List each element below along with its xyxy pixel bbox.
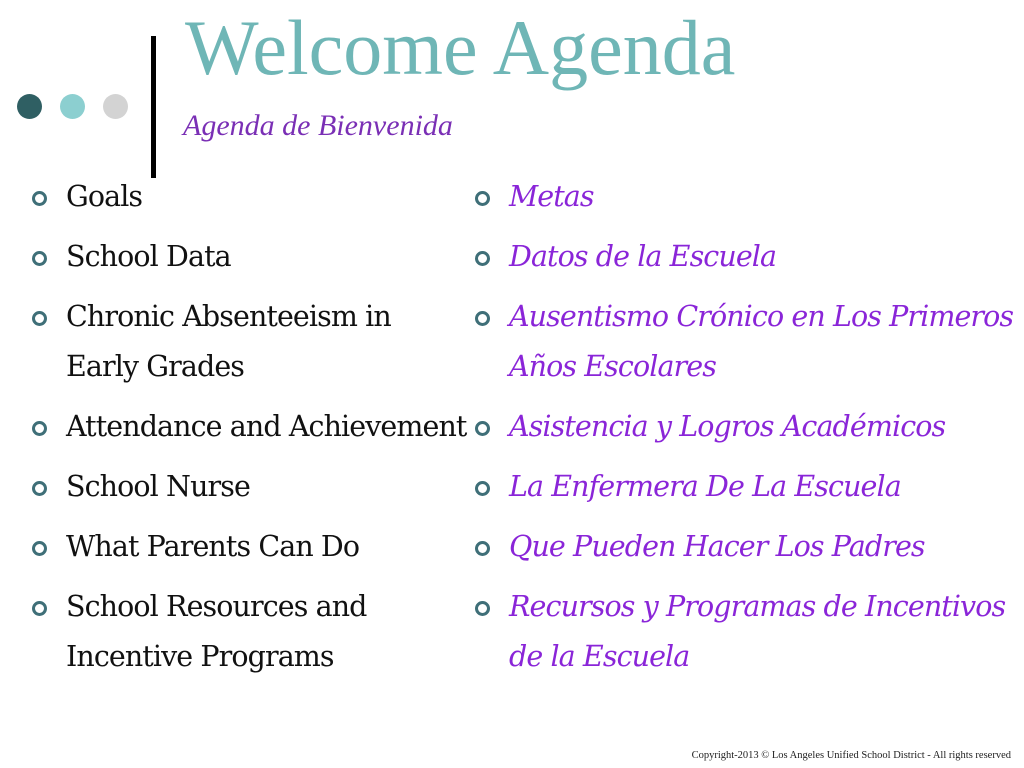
agenda-item-text: Recursos y Programas de Incentivos de la Escuela [509,590,1006,673]
bullet-icon [475,311,490,326]
dot-dark [17,94,42,119]
list-item [30,292,470,392]
list-item [30,172,470,222]
page-title: Welcome Agenda [185,4,736,91]
list-item [30,462,470,512]
list-item [473,462,1018,512]
dot-teal [60,94,85,119]
list-item [473,582,1018,682]
agenda-item-text: Que Pueden Hacer Los Padres [509,530,925,563]
agenda-item-text: Goals [66,180,143,213]
agenda-item-text: Chronic Absenteeism in Early Grades [66,300,391,383]
list-item [30,522,470,572]
agenda-spanish-list [473,172,1018,692]
agenda-item-text: Attendance and Achievement [66,410,467,443]
bullet-icon [475,251,490,266]
list-item [473,402,1018,452]
decorative-dots [17,94,128,119]
list-item [473,172,1018,222]
bullet-icon [475,481,490,496]
bullet-icon [32,541,47,556]
bullet-icon [32,251,47,266]
list-item [473,522,1018,572]
agenda-english-list [30,172,470,692]
bullet-icon [475,601,490,616]
agenda-item-text: What Parents Can Do [66,530,360,563]
bullet-icon [475,541,490,556]
bullet-icon [475,421,490,436]
bullet-icon [32,481,47,496]
dot-gray [103,94,128,119]
copyright-notice: Copyright-2013 © Los Angeles Unified School District - All rights reserved [691,750,1011,761]
agenda-item-text: La Enfermera De La Escuela [509,470,901,503]
list-item [473,292,1018,392]
list-item [30,232,470,282]
agenda-item-text: Ausentismo Crónico en Los Primeros Años Escolares [509,300,1014,383]
agenda-item-text: School Data [66,240,231,273]
bullet-icon [32,311,47,326]
agenda-item-text: Metas [509,180,594,213]
agenda-item-text: School Resources and Incentive Programs [66,590,367,673]
bullet-icon [32,191,47,206]
bullet-icon [475,191,490,206]
page-subtitle: Agenda de Bienvenida [183,109,453,142]
bullet-icon [32,421,47,436]
bullet-icon [32,601,47,616]
title-divider [151,36,156,178]
list-item [30,582,470,682]
agenda-item-text: Datos de la Escuela [509,240,777,273]
agenda-item-text: Asistencia y Logros Académicos [509,410,946,443]
list-item [473,232,1018,282]
list-item [30,402,470,452]
agenda-item-text: School Nurse [66,470,250,503]
